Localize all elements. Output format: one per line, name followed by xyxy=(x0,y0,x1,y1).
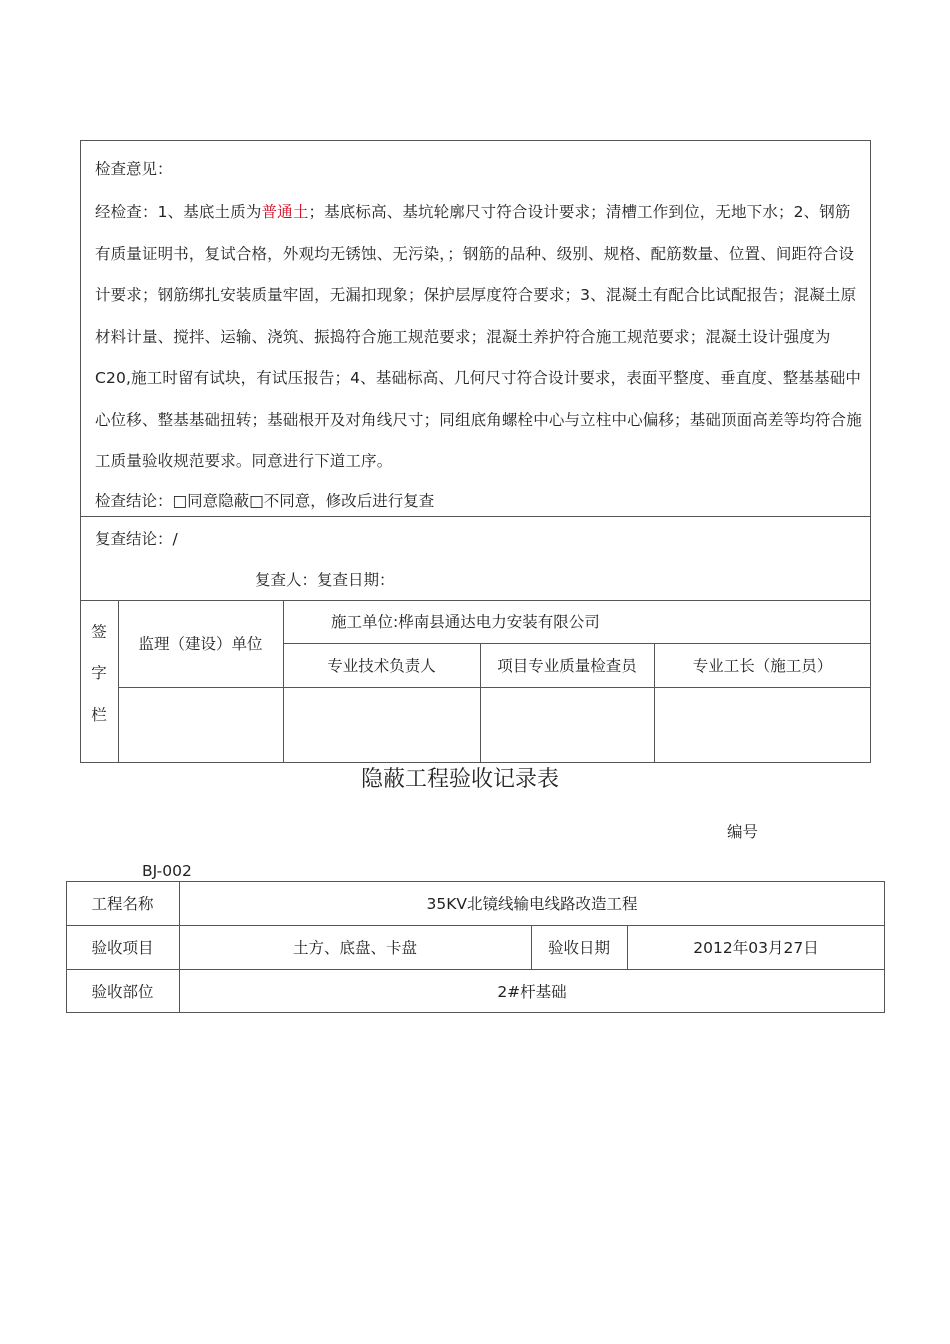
signature-col-divider-2 xyxy=(283,600,284,763)
inspection-heading: 检查意见： xyxy=(95,160,173,178)
review-conclusion: 复查结论：/ xyxy=(95,530,178,548)
signature-vertical-char-1: 签 xyxy=(91,623,107,641)
soil-type-highlight: 普通土 xyxy=(261,203,309,221)
item-value: 土方、底盘、卡盘 xyxy=(292,939,417,957)
number-value: BJ-002 xyxy=(142,862,192,880)
contractor-label: 施工单位:桦南县通达电力安装有限公司 xyxy=(331,613,600,631)
opinion-body: ；基底标高、基坑轮廓尺寸符合设计要求；清槽工作到位，无地下水；2、钢筋有质量证明书，复试合格，外观均无锈蚀、无污染，；钢筋的品种、级别、规格、配筋数量、位置、间距符合设计要求；钢筋绑扎安装质量牢固，无漏扣现象；保护层厚度符合要求；3、混凝土有配合比试配报告；混凝土原材料计量、搅拌、运输、浇筑、振捣符合施工规范要求；混凝土养护符合施工规范要求；混凝土设计强度为C20,施工时留有试块，有试压报告；4、基础标高、几何尺寸符合设计要求，表面平整度、垂直度、整基基础中心位移、整基基础扭转；基础根开及对角线尺寸；同组底角螺栓中心与立柱中心偏移；基础顶面高差等均符合施工质量验收规范要求。同意进行下道工序。 xyxy=(95,203,862,470)
number-label: 编号 xyxy=(727,823,759,841)
opinion-prefix: 经检查：1、基底土质为 xyxy=(95,203,262,221)
signature-vertical-char-2: 字 xyxy=(91,664,107,682)
project-name-label: 工程名称 xyxy=(91,895,154,913)
item-label: 验收项目 xyxy=(91,939,154,957)
signature-col-divider-1 xyxy=(118,600,119,763)
foreman-label: 专业工长（施工员） xyxy=(692,657,833,675)
record-row-line-1 xyxy=(66,925,885,926)
signature-mid-line xyxy=(283,643,871,644)
location-label: 验收部位 xyxy=(91,983,154,1001)
date-value: 2012年03月27日 xyxy=(693,939,819,957)
signature-vertical-char-3: 栏 xyxy=(91,706,107,724)
tech-lead-label: 专业技术负责人 xyxy=(327,657,436,675)
inspection-opinion-text xyxy=(95,192,865,483)
record-row-line-2 xyxy=(66,969,885,970)
review-divider xyxy=(80,516,871,517)
signature-top-line xyxy=(80,600,871,601)
review-signer: 复查人：复查日期： xyxy=(255,571,395,589)
project-name-value: 35KV北镜线输电线路改造工程 xyxy=(426,895,638,913)
date-label: 验收日期 xyxy=(547,939,610,957)
supervisor-label: 监理（建设）单位 xyxy=(138,635,263,653)
form-title: 隐蔽工程验收记录表 xyxy=(361,767,560,792)
signature-header-line xyxy=(118,687,871,688)
quality-inspector-label: 项目专业质量检查员 xyxy=(497,657,637,675)
inspection-conclusion: 检查结论：□同意隐蔽□不同意，修改后进行复查 xyxy=(95,492,435,510)
location-value: 2#杆基础 xyxy=(497,983,567,1001)
